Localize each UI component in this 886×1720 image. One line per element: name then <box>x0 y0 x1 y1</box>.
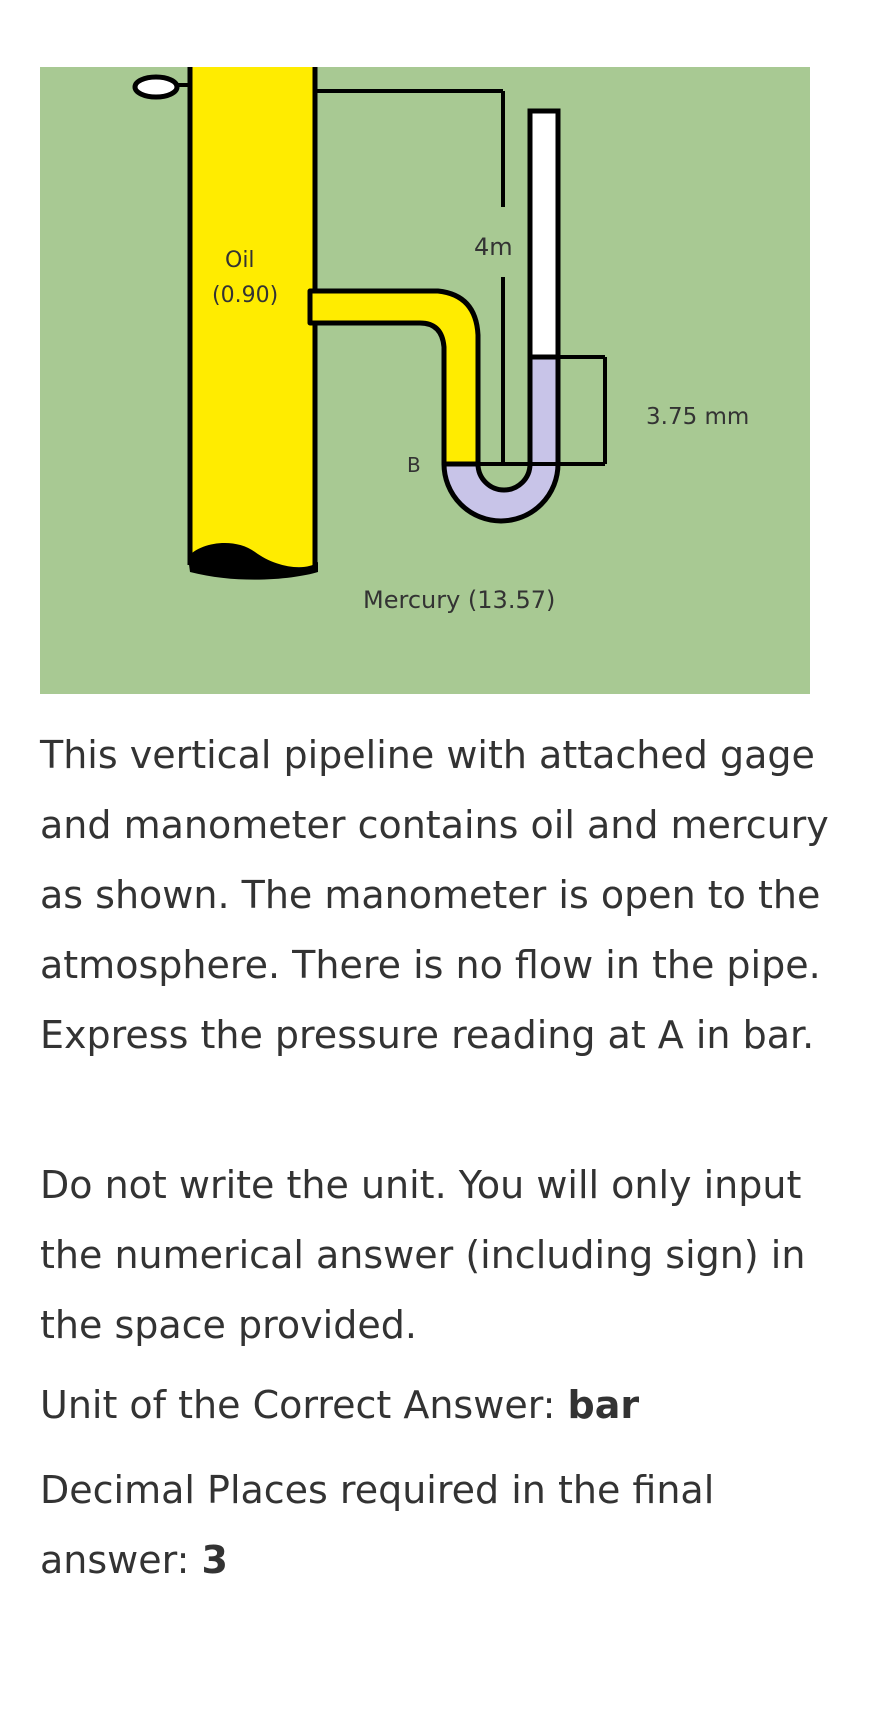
decimal-line <box>40 1455 870 1595</box>
fluid-left-name: Oil <box>225 248 255 273</box>
unit-value: bar <box>567 1383 640 1427</box>
manometer-figure <box>40 67 810 694</box>
fluid-left-sg: (0.90) <box>212 283 279 308</box>
height-label: 4m <box>474 233 513 261</box>
answer-instruction: Do not write the unit. You will only input the numerical answer (including sign) in the space provided. <box>40 1163 806 1347</box>
question-content <box>40 720 870 1595</box>
question-text: This vertical pipeline with attached gage and manometer contains oil and mercury as shown. The manometer is open to the atmosphere. There is no flow in the pipe. Express the pressure reading at A in bar. <box>40 733 829 1057</box>
mercury-label: Mercury (13.57) <box>363 586 556 614</box>
decimal-value: 3 <box>201 1538 228 1582</box>
pipe-oil-fill <box>190 67 315 567</box>
unit-label: Unit of the Correct Answer: <box>40 1383 568 1427</box>
deflection-label: 3.75 mm <box>646 404 750 430</box>
unit-line <box>40 1370 870 1440</box>
gage-icon <box>135 77 177 97</box>
decimal-label: Decimal Places required in the final answer: <box>40 1468 715 1582</box>
point-b-label: B <box>407 453 421 477</box>
manometer-diagram <box>40 67 810 694</box>
open-tube-air <box>530 111 558 357</box>
